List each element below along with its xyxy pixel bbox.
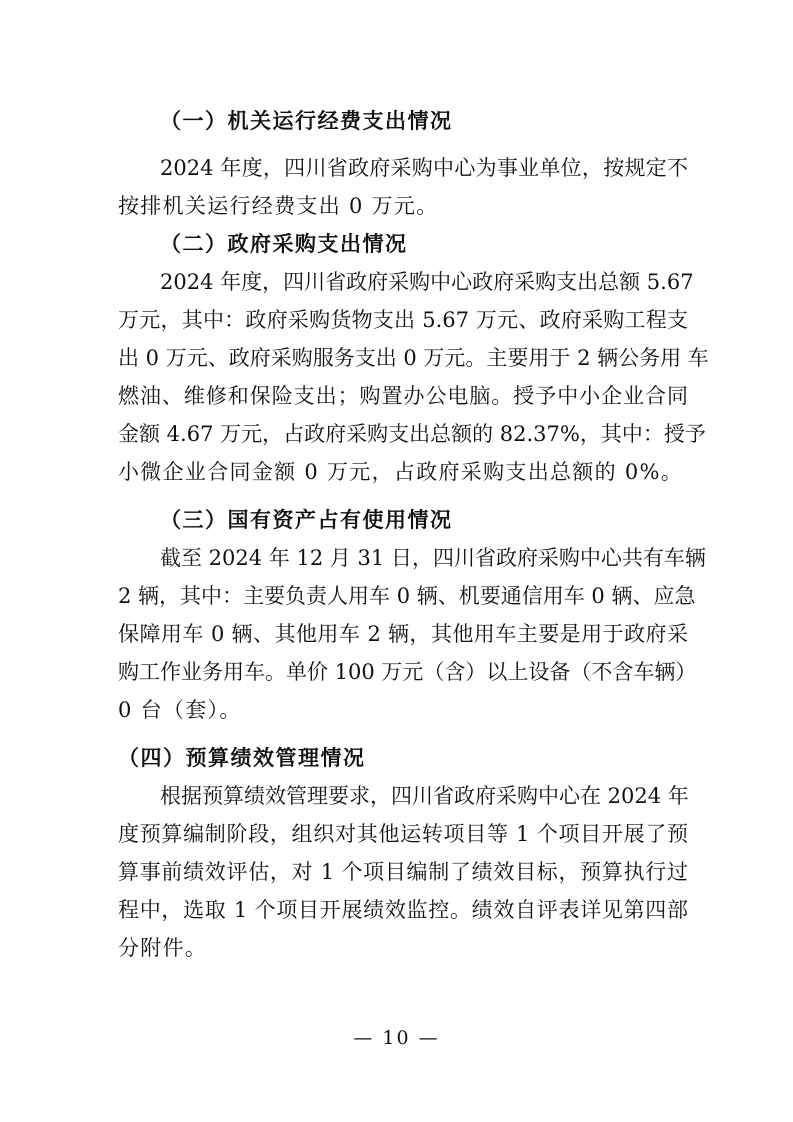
paragraph-line: 2024 年度，四川省政府采购中心政府采购支出总额 5.67 bbox=[160, 270, 694, 294]
section-heading-1: （一）机关运行经费支出情况 bbox=[160, 109, 453, 133]
paragraph-line: 2 辆，其中：主要负责人用车 0 辆、机要通信用车 0 辆、应急 bbox=[118, 584, 696, 608]
paragraph-line: 万元，其中：政府采购货物支出 5.67 万元、政府采购工程支 bbox=[118, 308, 688, 332]
page-number: — 10 — bbox=[353, 1027, 440, 1049]
paragraph-line: 按排机关运行经费支出 0 万元。 bbox=[118, 194, 439, 218]
section-heading-4: （四）预算绩效管理情况 bbox=[118, 746, 366, 770]
paragraph-line: 分附件。 bbox=[118, 936, 208, 960]
paragraph-line: 度预算编制阶段，组织对其他运转项目等 1 个项目开展了预 bbox=[118, 822, 688, 846]
paragraph-line: 保障用车 0 辆、其他用车 2 辆，其他用车主要是用于政府采 bbox=[118, 622, 688, 646]
paragraph-line: 截至 2024 年 12 月 31 日，四川省政府采购中心共有车辆 bbox=[160, 546, 706, 570]
section-heading-3: （三）国有资产占有使用情况 bbox=[160, 508, 453, 532]
paragraph-line: 2024 年度，四川省政府采购中心为事业单位，按规定不 bbox=[160, 156, 688, 180]
paragraph-line: 程中，选取 1 个项目开展绩效监控。绩效自评表详见第四部 bbox=[118, 898, 688, 922]
paragraph-line: 出 0 万元、政府采购服务支出 0 万元。主要用于 2 辆公务用 车 bbox=[118, 346, 709, 370]
paragraph-line: 金额 4.67 万元，占政府采购支出总额的 82.37%，其中：授予 bbox=[118, 422, 706, 446]
paragraph-line: 购工作业务用车。单价 100 万元（含）以上设备（不含车辆） bbox=[118, 660, 697, 684]
paragraph-line: 根据预算绩效管理要求，四川省政府采购中心在 2024 年 bbox=[160, 784, 689, 808]
paragraph-line: 燃油、维修和保险支出；购置办公电脑。授予中小企业合同 bbox=[118, 384, 688, 408]
section-heading-2: （二）政府采购支出情况 bbox=[160, 232, 408, 256]
paragraph-line: 0 台（套）。 bbox=[118, 698, 242, 722]
paragraph-line: 算事前绩效评估，对 1 个项目编制了绩效目标，预算执行过 bbox=[118, 860, 688, 884]
paragraph-line: 小微企业合同金额 0 万元，占政府采购支出总额的 0%。 bbox=[118, 460, 684, 484]
